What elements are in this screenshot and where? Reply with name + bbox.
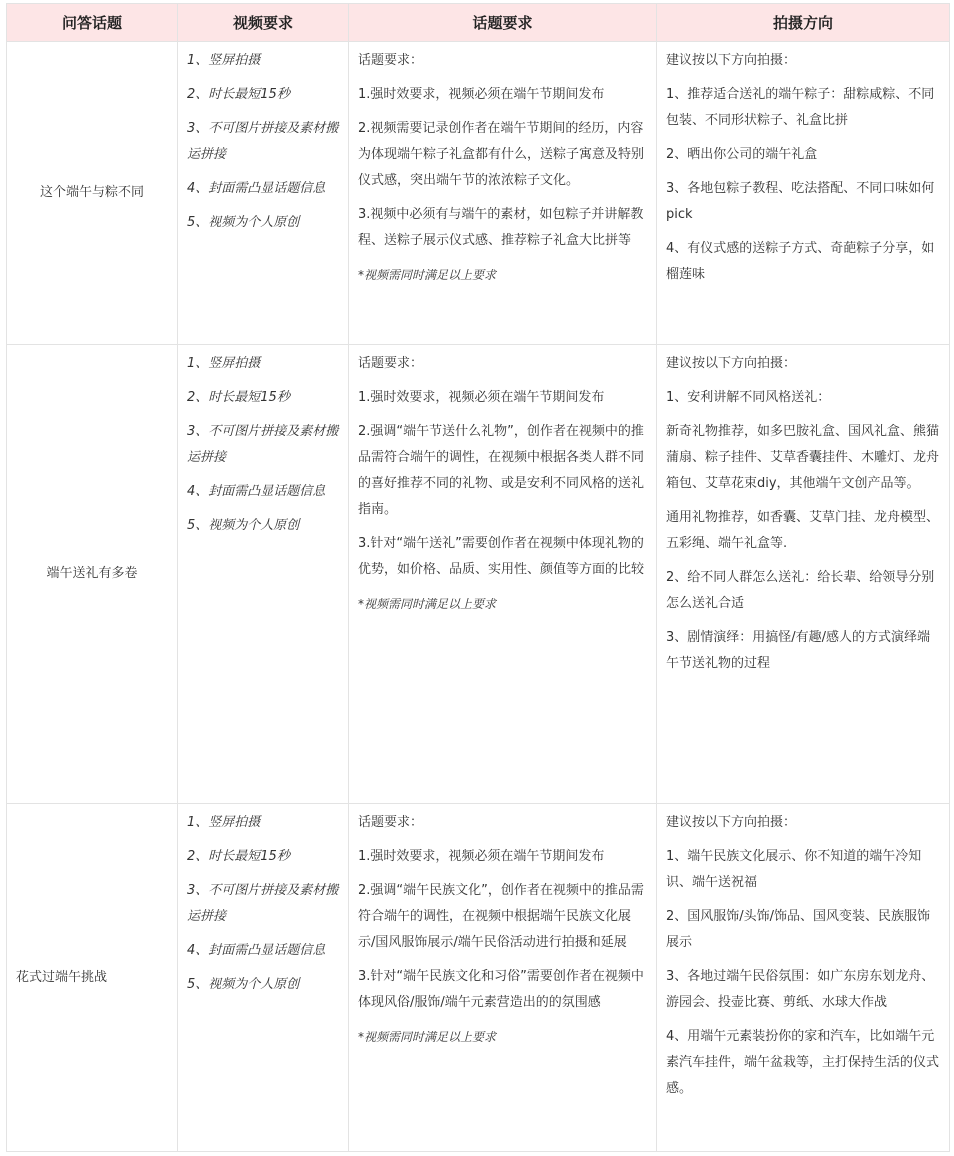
- video-requirement-item: 2、时长最短15秒: [187, 87, 290, 102]
- video-requirement-item: 5、视频为个人原创: [187, 977, 300, 992]
- requirement-note: *视频需同时满足以上要求: [358, 1030, 497, 1044]
- header-topic: 问答话题: [7, 4, 178, 42]
- topic-requirement-paragraph: 3.针对“端午送礼”需要创作者在视频中体现礼物的优势，如价格、品质、实用性、颜值等方面的比较: [358, 536, 645, 577]
- direction-paragraph: 1、端午民族文化展示、你不知道的端午冷知识、端午送祝福: [666, 849, 922, 890]
- topic-requirements-cell: [349, 42, 657, 345]
- topic-requirements-cell: [349, 345, 657, 804]
- video-requirement-item: 5、视频为个人原创: [187, 215, 300, 230]
- direction-paragraph: 3、各地包粽子教程、吃法搭配、不同口味如何pick: [666, 181, 935, 222]
- topic-cell: 花式过端午挑战: [7, 804, 178, 1152]
- table-row: [7, 345, 950, 804]
- direction-paragraph: 3、剧情演绎：用搞怪/有趣/感人的方式演绎端午节送礼物的过程: [666, 630, 931, 671]
- directions-cell: [657, 804, 950, 1152]
- topic-requirement-paragraph: 3.针对“端午民族文化和习俗”需要创作者在视频中体现风俗/服饰/端午元素营造出的的氛围感: [358, 969, 644, 1010]
- video-requirements-cell: [178, 345, 349, 804]
- direction-paragraph: 2、晒出你公司的端午礼盒: [666, 147, 818, 162]
- topic-requirement-paragraph: 1.强时效要求，视频必须在端午节期间发布: [358, 849, 605, 864]
- topic-requirement-paragraph: 1.强时效要求，视频必须在端午节期间发布: [358, 390, 605, 405]
- directions-cell: [657, 42, 950, 345]
- topic-table: [6, 3, 950, 1152]
- direction-paragraph: 2、国风服饰/头饰/饰品、国风变装、民族服饰展示: [666, 909, 931, 950]
- direction-paragraph: 4、用端午元素装扮你的家和汽车，比如端午元素汽车挂件，端午盆栽等，主打保持生活的仪式感。: [666, 1029, 940, 1096]
- table-row: [7, 42, 950, 345]
- requirement-note: *视频需同时满足以上要求: [358, 268, 497, 282]
- video-requirements-cell: [178, 42, 349, 345]
- direction-paragraph: 建议按以下方向拍摄：: [666, 815, 797, 830]
- topic-requirement-paragraph: 2.强调“端午民族文化”，创作者在视频中的推品需符合端午的调性，在视频中根据端午民族文化展示/国风服饰展示/端午民俗活动进行拍摄和延展: [358, 883, 644, 950]
- header-row: [7, 4, 950, 42]
- video-requirement-item: 1、竖屏拍摄: [187, 815, 261, 830]
- topic-requirement-paragraph: 2.视频需要记录创作者在端午节期间的经历，内容为体现端午粽子礼盒都有什么，送粽子寓意及特别仪式感，突出端午节的浓浓粽子文化。: [358, 121, 645, 188]
- video-requirement-item: 1、竖屏拍摄: [187, 356, 261, 371]
- video-requirement-item: 3、不可图片拼接及素材搬运拼接: [187, 121, 339, 162]
- video-requirement-item: 5、视频为个人原创: [187, 518, 300, 533]
- direction-paragraph: 通用礼物推荐，如香囊、艾草门挂、龙舟模型、五彩绳、端午礼盒等.: [666, 510, 940, 551]
- header-topic-requirements: 话题要求: [349, 4, 657, 42]
- topic-requirement-paragraph: 1.强时效要求，视频必须在端午节期间发布: [358, 87, 605, 102]
- video-requirement-item: 1、竖屏拍摄: [187, 53, 261, 68]
- topic-requirement-paragraph: 话题要求：: [358, 53, 424, 68]
- topic-requirement-paragraph: 3.视频中必须有与端午的素材，如包粽子并讲解教程、送粽子展示仪式感、推荐粽子礼盒大比拼等: [358, 207, 644, 248]
- direction-paragraph: 1、推荐适合送礼的端午粽子：甜粽咸粽、不同包装、不同形状粽子、礼盒比拼: [666, 87, 935, 128]
- topic-cell: 这个端午与粽不同: [7, 42, 178, 345]
- topic-requirement-paragraph: 话题要求：: [358, 815, 424, 830]
- direction-paragraph: 4、有仪式感的送粽子方式、奇葩粽子分享，如榴莲味: [666, 241, 935, 282]
- video-requirement-item: 4、封面需凸显话题信息: [187, 181, 326, 196]
- table-row: [7, 804, 950, 1152]
- topic-requirement-paragraph: 2.强调“端午节送什么礼物”，创作者在视频中的推品需符合端午的调性，在视频中根据各类人群不同的喜好推荐不同的礼物、或是安利不同风格的送礼指南。: [358, 424, 645, 517]
- direction-paragraph: 2、给不同人群怎么送礼：给长辈、给领导分别怎么送礼合适: [666, 570, 935, 611]
- requirement-note: *视频需同时满足以上要求: [358, 597, 497, 611]
- topic-requirement-paragraph: 话题要求：: [358, 356, 424, 371]
- topic-cell: 端午送礼有多卷: [7, 345, 178, 804]
- video-requirement-item: 2、时长最短15秒: [187, 849, 290, 864]
- direction-paragraph: 3、各地过端午民俗氛围：如广东房东划龙舟、游园会、投壶比赛、剪纸、水球大作战: [666, 969, 935, 1010]
- video-requirement-item: 2、时长最短15秒: [187, 390, 290, 405]
- video-requirement-item: 3、不可图片拼接及素材搬运拼接: [187, 424, 339, 465]
- video-requirements-cell: [178, 804, 349, 1152]
- directions-cell: [657, 345, 950, 804]
- header-video-requirements: 视频要求: [178, 4, 349, 42]
- direction-paragraph: 建议按以下方向拍摄：: [666, 53, 797, 68]
- video-requirement-item: 3、不可图片拼接及素材搬运拼接: [187, 883, 339, 924]
- direction-paragraph: 新奇礼物推荐，如多巴胺礼盒、国风礼盒、熊猫蒲扇、粽子挂件、艾草香囊挂件、木雕灯、龙舟箱包、艾草花束diy，其他端午文创产品等。: [666, 424, 940, 491]
- video-requirement-item: 4、封面需凸显话题信息: [187, 943, 326, 958]
- direction-paragraph: 1、安利讲解不同风格送礼：: [666, 390, 831, 405]
- direction-paragraph: 建议按以下方向拍摄：: [666, 356, 797, 371]
- header-shooting-direction: 拍摄方向: [657, 4, 950, 42]
- video-requirement-item: 4、封面需凸显话题信息: [187, 484, 326, 499]
- content-area: [6, 3, 949, 1152]
- topic-requirements-cell: [349, 804, 657, 1152]
